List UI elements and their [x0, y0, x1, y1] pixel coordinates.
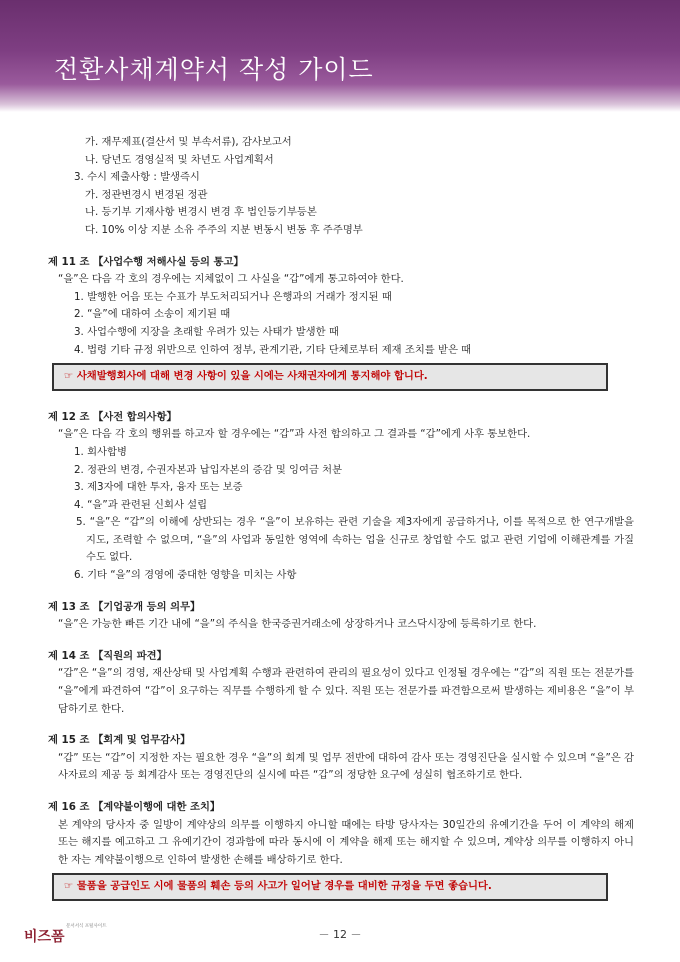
article-12-intro: “을”은 다음 각 호의 행위를 하고자 할 경우에는 “갑”과 사전 합의하고 그 결과를 “갑”에게 사후 통보한다.: [58, 428, 531, 441]
list-item: 나. 당년도 경영실적 및 차년도 사업계획서: [85, 153, 274, 166]
list-item: 2. 정관의 변경, 수권자본과 납입자본의 증감 및 잉여금 처분: [74, 463, 343, 476]
list-item: 3. 사업수행에 지장을 초래할 우려가 있는 사태가 발생한 때: [74, 325, 339, 338]
article-16-body: 본 계약의 당사자 중 일방이 계약상의 의무를 이행하지 아니할 때에는 타방 당사자는 30일간의 유예기간을 두어 이 계약의 해제 또는 해지를 예고하고 그 유예기간이 경과함에 따라 동시에 이 계약을 해제 또는 해지할 수 있으며, 계약상 의무를 이행하지 아니한 자는 계약불이행으로 인하여 발생한 손해를 배상하기로 한다.: [58, 818, 634, 866]
list-item: 1. 발행한 어음 또는 수표가 부도처리되거나 은행과의 거래가 정지된 때: [74, 290, 392, 303]
list-item: 2. “을”에 대하여 소송이 제기된 때: [74, 308, 231, 321]
logo-text: 비즈폼: [24, 929, 65, 945]
article-15-heading: 제 15 조 【회계 및 업무감사】: [48, 734, 191, 747]
list-item: 4. 법령 기타 규정 위반으로 인하여 정부, 관계기관, 기타 단체로부터 제재 조치를 받은 때: [74, 343, 472, 356]
article-12-heading: 제 12 조 【사전 합의사항】: [48, 410, 177, 423]
list-item: 3. 수시 제출사항 : 발생즉시: [74, 171, 200, 184]
article-16-heading: 제 16 조 【계약불이행에 대한 조치】: [48, 801, 221, 813]
list-item: 4. “을”과 관련된 신회사 설립: [74, 498, 208, 511]
list-item: 5. “을”은 “갑”의 이해에 상반되는 경우 “을”이 보유하는 관련 기술을 제3자에게 공급하거나, 이를 목적으로 한 연구개발을 지도, 조력할 수 없으며, “을”의 사업과 동일한 영역에 속하는 업을 신규로 창업할 수도 없고 관련 기업에 이해관계를 가질 수도 없다.: [76, 516, 634, 564]
document-title: 전환사채계약서 작성 가이드: [54, 55, 374, 84]
page-header-banner: [0, 0, 680, 112]
article-14-heading: 제 14 조 【직원의 파견】: [48, 649, 167, 662]
document-body: [48, 134, 634, 901]
list-item: 6. 기타 “을”의 경영에 중대한 영향을 미치는 사항: [74, 569, 297, 582]
article-14-body: “갑”은 “을”의 경영, 재산상태 및 사업계획 수행과 관련하여 관리의 필요성이 있다고 인정될 경우에는 “갑”의 직원 또는 전문가를 “을”에게 파견하여 “갑”이 요구하는 직무를 수행하게 할 수 있다. 직원 또는 전문가를 파견함으로써 발생하는 제비용은 “을”이 부담하기로 한다.: [58, 667, 634, 715]
article-15-body: “갑” 또는 “갑”이 지정한 자는 필요한 경우 “을”의 회계 및 업무 전반에 대하여 감사 또는 경영진단을 실시할 수 있으며 “을”은 감사자료의 제공 등 회계감사 또는 경영진단의 실시에 따른 “갑”의 정당한 요구에 성실히 협조하기로 한다.: [58, 751, 634, 782]
article-11-notice-box: ☞ 사채발행회사에 대해 변경 사항이 있을 시에는 사채권자에게 통지해야 합니다.: [52, 363, 608, 391]
list-item: 3. 제3자에 대한 투자, 융자 또는 보증: [74, 481, 243, 494]
list-item: 가. 정관변경시 변경된 정관: [85, 188, 208, 201]
article-11-heading: 제 11 조 【사업수행 저해사실 등의 통고】: [48, 255, 244, 268]
list-item: 가. 재무제표(결산서 및 부속서류), 감사보고서: [85, 136, 292, 148]
article-13-body: “을”은 가능한 빠른 기간 내에 “을”의 주식을 한국증권거래소에 상장하거나 코스닥시장에 등록하기로 한다.: [58, 618, 537, 631]
logo-subtitle: 문서서식 포털사이트: [66, 924, 107, 929]
list-item: 1. 회사합병: [74, 445, 127, 458]
article-16-notice-box: ☞ 물품을 공급인도 시에 물품의 훼손 등의 사고가 일어날 경우를 대비한 규정을 두면 좋습니다.: [52, 873, 608, 901]
article-11-intro: “을”은 다음 각 호의 경우에는 지체없이 그 사실을 “갑”에게 통고하여야 한다.: [58, 273, 404, 286]
article-13-heading: 제 13 조 【기업공개 등의 의무】: [48, 600, 201, 613]
list-item: 다. 10% 이상 지분 소유 주주의 지분 변동시 변동 후 주주명부: [85, 223, 363, 236]
list-item: 나. 등기부 기재사항 변경시 변경 후 법인등기부등본: [85, 206, 317, 219]
page-number: － 12 －: [318, 928, 362, 941]
